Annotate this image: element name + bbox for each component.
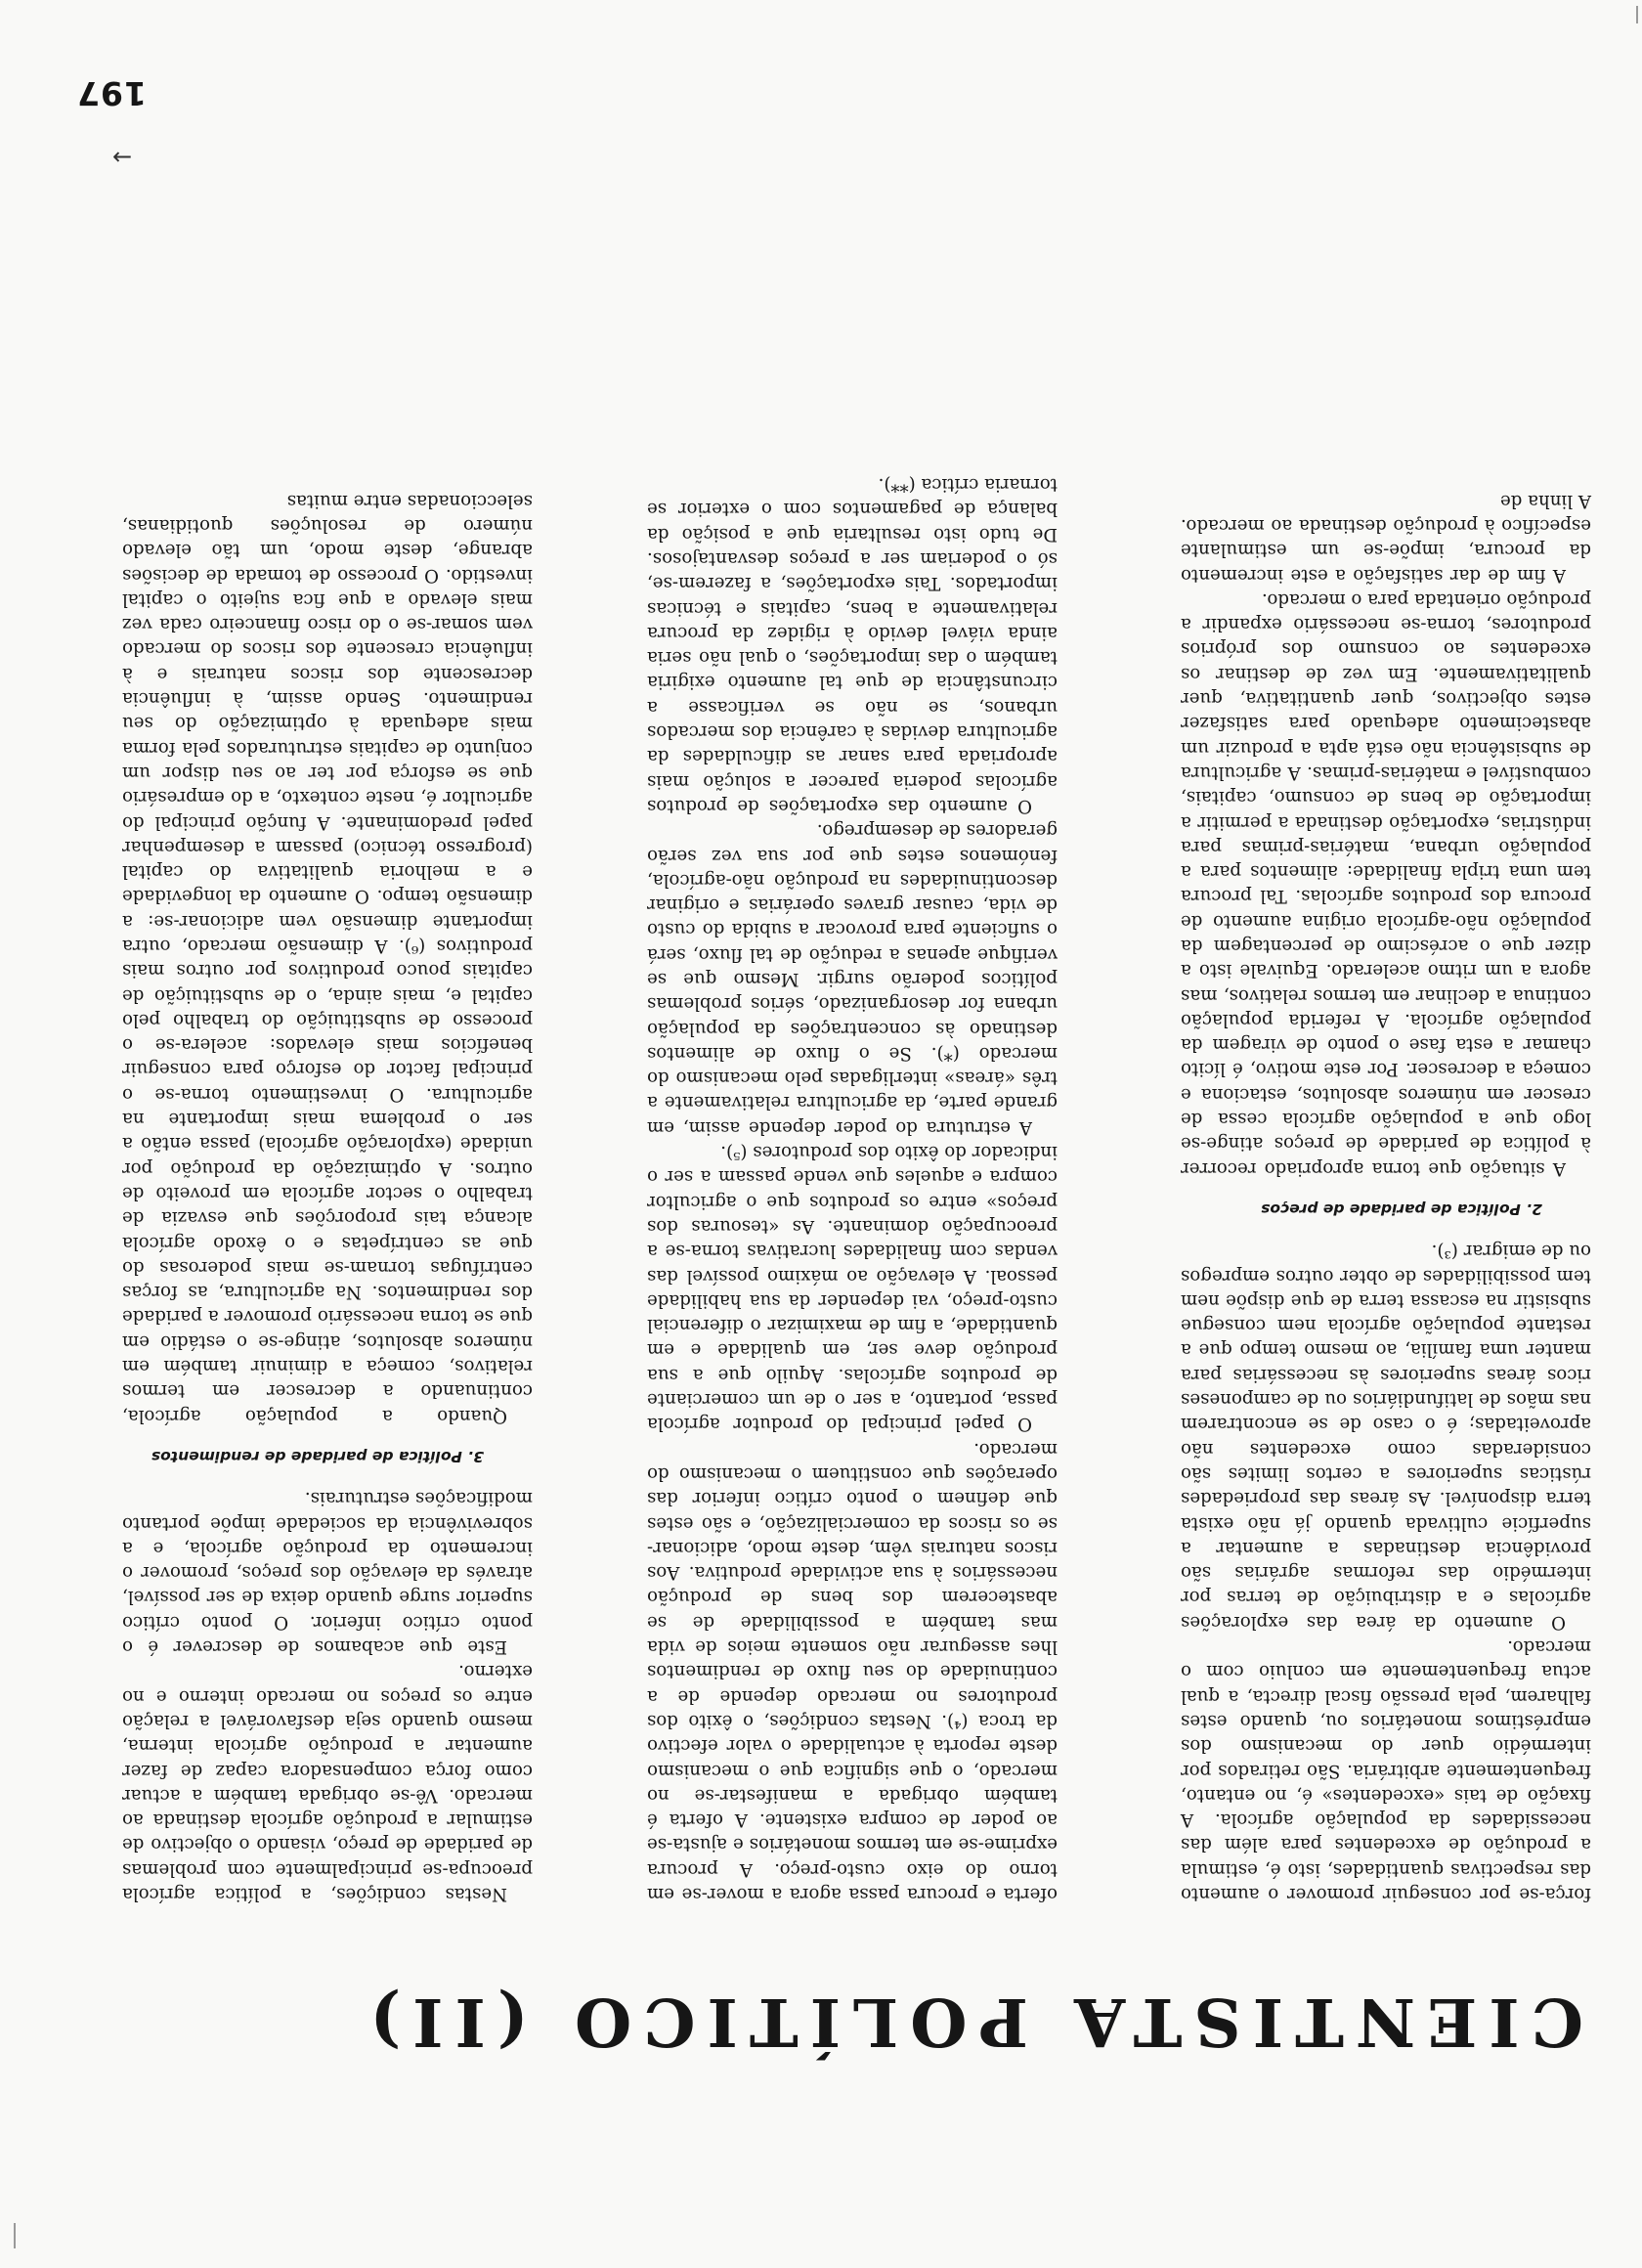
paragraph: Este que acabamos de descrever é o ponto crítico inferior. O ponto crítico superior surge quando deixa de ser possível, através da elevação dos preços, promover o incremento da produção agrícola, e a sobrevivência da sociedade impõe portanto modificações estruturais. xyxy=(122,1488,533,1658)
nav-arrow-icon: → xyxy=(111,144,133,171)
paragraph: A fim de dar satisfação a este incremento da procura, impõe-se um estimulante específico à produção destinada ao mercado. A linha de xyxy=(1181,490,1591,586)
paragraph: O papel principal do produtor agrícola passa, portanto, a ser o de um comerciante de produtos agrícolas. Aquilo que a sua produção deve ser, em qualidade e em quantidade, a fim de maximizar o diferencial custo-preço, vai depender da sua habilidade pessoal. A elevação ao máximo possível das vendas com finalidades lucrativas torna-se a preocupação dominante. As «tesouras dos preços» entre os produtos que o agricultor compra e aqueles que vende passam a ser o indicador do êxito dos produtores (⁵). xyxy=(647,1142,1058,1435)
text-column-2 xyxy=(647,472,1058,1906)
paragraph: O aumento da área das explorações agrícolas e a distribuição de terras por intermédio das reformas agrárias são providência destinadas a aumentar a superfície cultivada quando já não exista terra disponível. As áreas das propriedades rústicas superiores a certos limites são consideradas como excedentes não aproveitadas; é o caso de se encontrarem nas mãos de latifundiários ou de camponeses ricos áreas superiores às necessárias para manter uma família, ao mesmo tempo que a restante população agrícola nem consegue subsistir na escassa terra de que dispõe nem tem possibilidades de obter outros empregos ou de emigrar (³). xyxy=(1181,1241,1591,1633)
section-heading: 3. Política de paridade de rendimentos xyxy=(151,1447,484,1465)
section-heading: 2. Política de paridade de preços xyxy=(1261,1199,1542,1218)
paragraph: A estrutura do poder depende assim, em grande parte, da agricultura relativamente a três «áreas» interligadas pelo mecanismo do mercado (*). Se o fluxo de alimentos destinado às concentrações da população urbana for desorganizado, sérios problemas políticos poderão surgir. Mesmo que se verifique apenas a redução de tal fluxo, será o suficiente para provocar a subida do custo de vida, causar graves operárias e originar descontinuidades na produção não-agrícola, fenómenos estes que por sua vez serão geradores de desemprego. xyxy=(647,820,1058,1138)
scan-edge-mark xyxy=(14,2223,16,2248)
article-title: CIENTISTA POLÍTICO (II) xyxy=(358,1984,1583,2061)
text-column-3 xyxy=(122,488,533,1906)
paragraph: O aumento das exportações de produtos agrícolas poderia parecer a solução mais apropriada para sanar as dificuldades da agricultura devidas à carência dos mercados urbanos, se não se verificasse a circunstância de que tal aumento exigiria também o das importações, o qual não seria ainda viável devido à rigidez da procura relativamente a bens, capitais e técnicas importados. Tais exportações, a fazerem-se, só o poderiam ser a preços desvantajosos. De tudo isto resultaria que a posição da balança de pagamentos com o exterior se tornaria crítica (**). xyxy=(647,474,1058,816)
paragraph: força-se por conseguir promover o aumento das respectivas quantidades, isto é, estimula a produção de excedentes para além das necessidades da população agrícola. A fixação de tais «excedentes» é, no entanto, frequentemente arbitrária. São retirados por intermédio quer do mecanismo dos empréstimos monetários ou, quando estes falharem, pela pressão fiscal directa, a qual actua frequentemente em conluio com o mercado. xyxy=(1181,1636,1591,1904)
scan-edge-mark xyxy=(1636,6,1638,23)
text-column-1 xyxy=(1181,488,1591,1906)
paragraph: Nestas condições, a política agrícola preocupa-se principalmente com problemas de paridade de preço, visando o objectivo de estimular a produção agrícola destinada ao mercado. Vê-se obrigada também a actuar como força compensadora capaz de fazer aumentar a produção agrícola interna, mesmo quando seja desfavorável a relação entre os preços no mercado interno e no externo. xyxy=(122,1661,533,1904)
paragraph: A situação que torna apropriado recorrer à política de paridade de preços atinge-se logo que a população agrícola cessa de crescer em números absolutos, estaciona e começa a decrescer. Por este motivo, é lícito chamar a esta fase o ponto de viragem da população agrícola. A referida população continua a declinar em termos relativos, mas agora a um ritmo acelerado. Equivale isto a dizer que o acréscimo de percentagem da população não-agrícola origina aumento de procura dos produtos agrícolas. Tal procura tem uma tripla finalidade: alimentos para a população urbana, matérias-primas para indústrias, exportação destinada a permitir a importação de bens de consumo, capitais, combustível e matérias-primas. A agricultura de subsistência não está apta a produzir um abastecimento adequado para satisfazer estes objectivos, quer quantitativa, quer qualitativamente. Em vez de destinar os excedentes ao consumo dos próprios produtores, torna-se necessário expandir a produção orientada para o mercado. xyxy=(1181,589,1591,1179)
paragraph: oferta e procura passa agora a mover-se em torno do eixo custo-preço. A procura exprime-se em termos monetários e ajusta-se ao poder de compra existente. A oferta é também obrigada a manifestar-se no mercado, o que significa que o mecanismo deste reporta à actualidade o valor efectivo da troca (⁴). Nestas condições, o êxito dos produtores no mercado depende de a continuidade do seu fluxo de rendimentos lhes assegurar não somente meios de vida mas também a possibilidade de se abastecerem dos bens de produção necessários à sua actividade produtiva. Aos riscos naturais vêm, deste modo, adicionar-se os riscos da comercialização, e são estes que definem o ponto crítico inferior das operações que constituem o mecanismo do mercado. xyxy=(647,1438,1058,1904)
paragraph: Quando a população agrícola, continuando a decrescer em termos relativos, começa a diminuir também em números absolutos, atinge-se o estádio em que se torna necessário promover a paridade dos rendimentos. Na agricultura, as forças centrífugas tornam-se mais poderosas do que as centrípetas e o êxodo agrícola alcança tais proporções que esvazia de trabalho o sector agrícola em proveito de outros. A optimização da produção por unidade (exploração agrícola) passa então a ser o problema mais importante na agricultura. O investimento torna-se o principal factor do esforço para conseguir benefícios mais elevados: acelera-se o processo de substituição do trabalho pelo capital e, mais ainda, o de substituição de capitais pouco produtivos por outros mais produtivos (⁶). A dimensão mercado, outra importante dimensão vem adicionar-se: a dimensão tempo. O aumento da longevidade e a melhoria qualitativa do capital (progresso técnico) passam a desempenhar papel predominante. A função principal do agricultor é, neste contexto, a do empresário que se esforça por ter ao seu dispor um conjunto de capitais estruturados pela forma mais adequada à optimização do seu rendimento. Sendo assim, à influência decrescente dos riscos naturais e à influência crescente dos riscos do mercado vem somar-se o do risco financeiro cada vez mais elevado a que fica sujeito o capital investido. O processo de tomada de decisões abrange, deste modo, um tão elevado número de resoluções quotidianas, seleccionadas entre muitas xyxy=(122,490,533,1426)
page-number: 197 xyxy=(76,74,147,112)
